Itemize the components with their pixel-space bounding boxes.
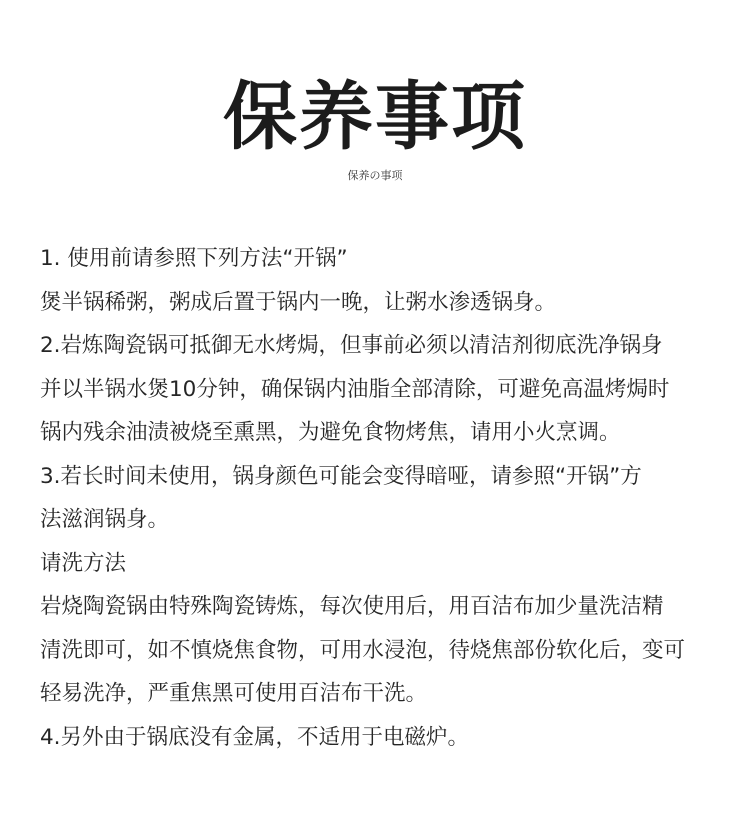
instruction-line: 清洗即可，如不慎烧焦食物，可用水浸泡，待烧焦部份软化后，变可 — [40, 637, 686, 663]
instruction-line: 煲半锅稀粥，粥成后置于锅内一晚，让粥水渗透锅身。 — [40, 289, 557, 315]
instruction-line: 锅内残余油渍被烧至熏黑，为避免食物烤焦，请用小火烹调。 — [40, 420, 621, 445]
instruction-line: 2.岩炼陶瓷锅可抵御无水烤焗，但事前必须以清洁剂彻底洗净锅身 — [40, 333, 663, 358]
care-instructions — [40, 237, 730, 759]
instruction-line: 并以半锅水煲10分钟，确保锅内油脂全部清除，可避免高温烤焗时 — [40, 376, 670, 402]
page-title: 保养事项 — [223, 74, 527, 160]
page-subtitle: 保养の事项 — [347, 169, 403, 182]
instruction-line: 岩烧陶瓷锅由特殊陶瓷铸炼，每次使用后，用百洁布加少量洗洁精 — [40, 594, 664, 619]
instruction-line: 法滋润锅身。 — [40, 507, 170, 532]
section-heading: 请洗方法 — [40, 550, 127, 576]
instruction-line: 4.另外由于锅底没有金属，不适用于电磁炉。 — [40, 724, 470, 750]
instruction-line: 3.若长时间未使用，锅身颜色可能会变得暗哑，请参照“开锅”方 — [40, 463, 642, 489]
instruction-line: 轻易洗净，严重焦黑可使用百洁布干洗。 — [40, 681, 428, 706]
instruction-line: 1. 使用前请参照下列方法“开锅” — [40, 246, 348, 271]
